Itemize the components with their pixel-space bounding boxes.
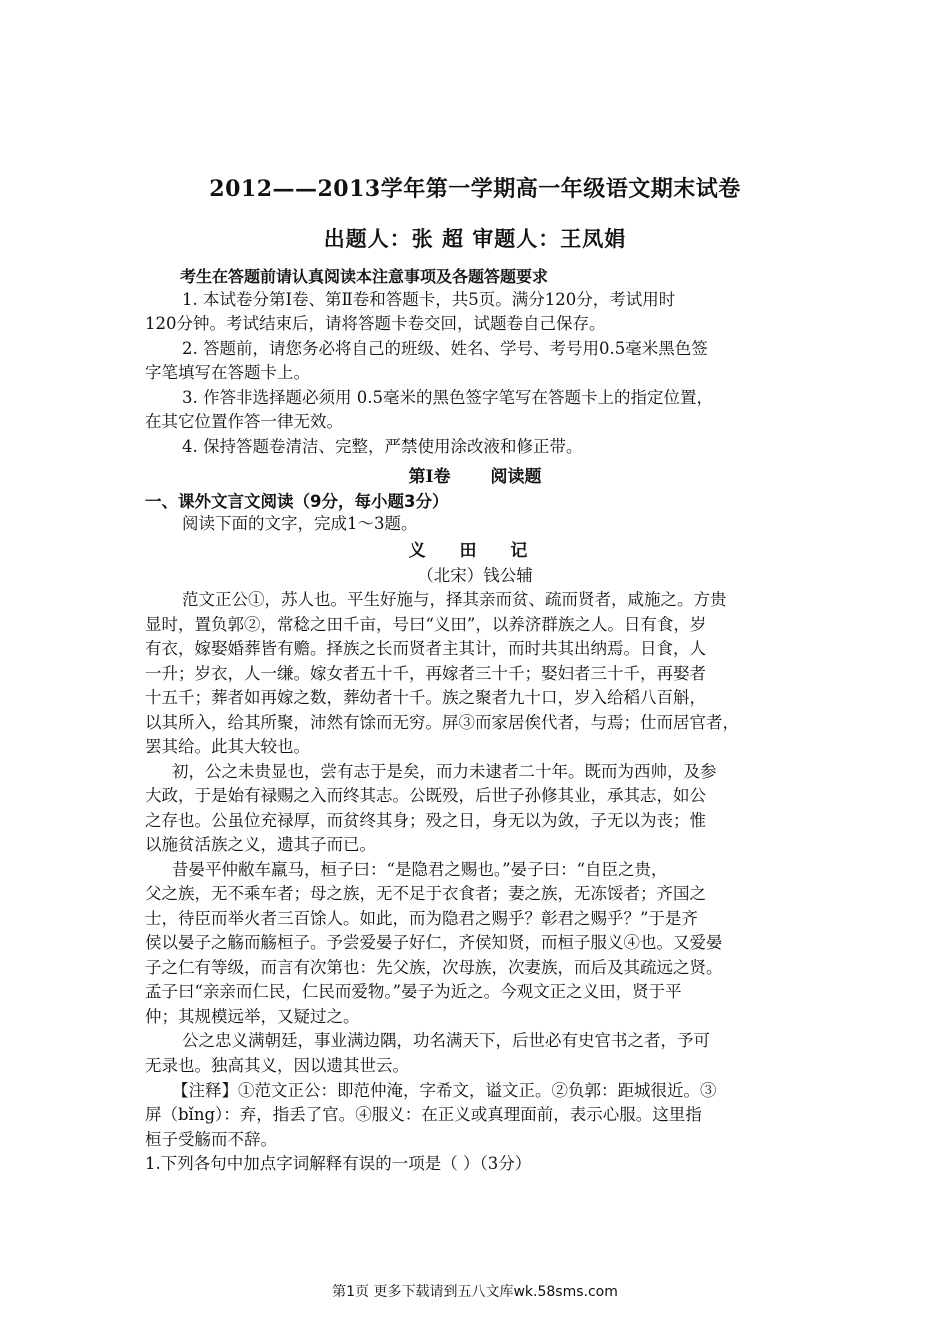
essay-line: 十五千；葬者如再嫁之数，葬幼者十千。族之聚者九十口，岁入给稻八百斛， xyxy=(145,688,706,707)
section-volume: 第Ⅰ卷 xyxy=(408,467,451,487)
question-heading: 一、课外文言文阅读（9分，每小题3分） xyxy=(145,492,449,511)
essay-line: 无录也。独高其义，因以遗其世云。 xyxy=(145,1056,409,1075)
page-footer: 第1页 更多下载请到五八文库wk.58sms.com xyxy=(332,1284,618,1300)
essay-line: 有衣，嫁娶婚葬皆有赡。择族之长而贤者主其计，而时共其出纳焉。日食，人 xyxy=(145,639,706,658)
section-heading xyxy=(0,462,950,487)
notes-line: 桓子受觞而不辞。 xyxy=(145,1130,277,1149)
instruction-line: 1. 本试卷分第Ⅰ卷、第Ⅱ卷和答题卡，共5页。满分120分，考试用时 xyxy=(182,290,676,309)
essay-line: 罢其给。此其大较也。 xyxy=(145,737,310,756)
essay-line: 大政，于是始有禄赐之入而终其志。公既殁，后世子孙修其业，承其志，如公 xyxy=(145,786,706,805)
read-prompt: 阅读下面的文字，完成1～3题。 xyxy=(182,514,418,533)
essay-line: 一升；岁衣，人一缣。嫁女者五十千，再嫁者三十千；娶妇者三十千，再娶者 xyxy=(145,664,706,683)
essay-line: 之存也。公虽位充禄厚，而贫终其身；殁之日，身无以为敛，子无以为丧；惟 xyxy=(145,811,706,830)
notes-line: 【注释】①范文正公：即范仲淹，字希文，谥文正。②负郭：距城很近。③ xyxy=(172,1081,717,1100)
essay-line: 子之仁有等级，而言有次第也：先父族，次母族，次妻族，而后及其疏远之贤。 xyxy=(145,958,723,977)
essay-line: 初，公之未贵显也，尝有志于是矣，而力未逮者二十年。既而为西帅，及参 xyxy=(172,762,717,781)
essay-line: 昔晏平仲敝车羸马，桓子曰：“是隐君之赐也。”晏子曰：“自臣之贵， xyxy=(172,860,668,879)
essay-line: 以其所入，给其所聚，沛然有馀而无穷。屏③而家居俟代者，与焉；仕而居官者， xyxy=(145,713,739,732)
question-1: 1.下列各句中加点字词解释有误的一项是（ ）（3分） xyxy=(145,1154,532,1173)
essay-line: 范文正公①，苏人也。平生好施与，择其亲而贫、疏而贤者，咸施之。方贵 xyxy=(182,590,727,609)
essay-author: （北宋）钱公辅 xyxy=(417,566,533,585)
instruction-line: 在其它位置作答一律无效。 xyxy=(145,412,343,431)
exam-setters: 出题人：张 超 审题人：王凤娟 xyxy=(323,227,627,251)
instruction-line: 字笔填写在答题卡上。 xyxy=(145,363,310,382)
requirements-heading: 考生在答题前请认真阅读本注意事项及各题答题要求 xyxy=(180,267,549,286)
essay-line: 父之族，无不乘车者；母之族，无不足于衣食者；妻之族，无冻馁者；齐国之 xyxy=(145,884,706,903)
essay-line: 显时，置负郭②，常稔之田千亩，号曰“义田”，以养济群族之人。日有食，岁 xyxy=(145,615,707,634)
essay-line: 仲；其规模远举，又疑过之。 xyxy=(145,1007,360,1026)
exam-title: 2012——2013学年第一学期高一年级语文期末试卷 xyxy=(209,176,741,202)
instruction-line: 3. 作答非选择题必须用 0.5毫米的黑色签字笔写在答题卡上的指定位置， xyxy=(182,388,713,407)
essay-line: 侯以晏子之觞而觞桓子。予尝爱晏子好仁，齐侯知贤，而桓子服义④也。又爱晏 xyxy=(145,933,723,952)
notes-line: 屏（bǐng）：弃，指丢了官。④服义：在正义或真理面前，表示心服。这里指 xyxy=(145,1105,702,1124)
instruction-line: 2. 答题前，请您务必将自己的班级、姓名、学号、考号用0.5毫米黑色签 xyxy=(182,339,708,358)
section-name: 阅读题 xyxy=(490,467,542,487)
essay-title: 义 田 记 xyxy=(408,541,542,561)
essay-line: 孟子曰“亲亲而仁民，仁民而爱物。”晏子为近之。今观文正之义田，贤于平 xyxy=(145,982,682,1001)
essay-line: 士，待臣而举火者三百馀人。如此，而为隐君之赐乎？彰君之赐乎？”于是齐 xyxy=(145,909,698,928)
instruction-line: 4. 保持答题卷清洁、完整，严禁使用涂改液和修正带。 xyxy=(182,437,583,456)
instruction-line: 120分钟。考试结束后，请将答题卡卷交回，试题卷自己保存。 xyxy=(145,314,606,333)
essay-line: 公之忠义满朝廷，事业满边隅，功名满天下，后世必有史官书之者，予可 xyxy=(182,1031,710,1050)
essay-line: 以施贫活族之义，遗其子而已。 xyxy=(145,835,376,854)
